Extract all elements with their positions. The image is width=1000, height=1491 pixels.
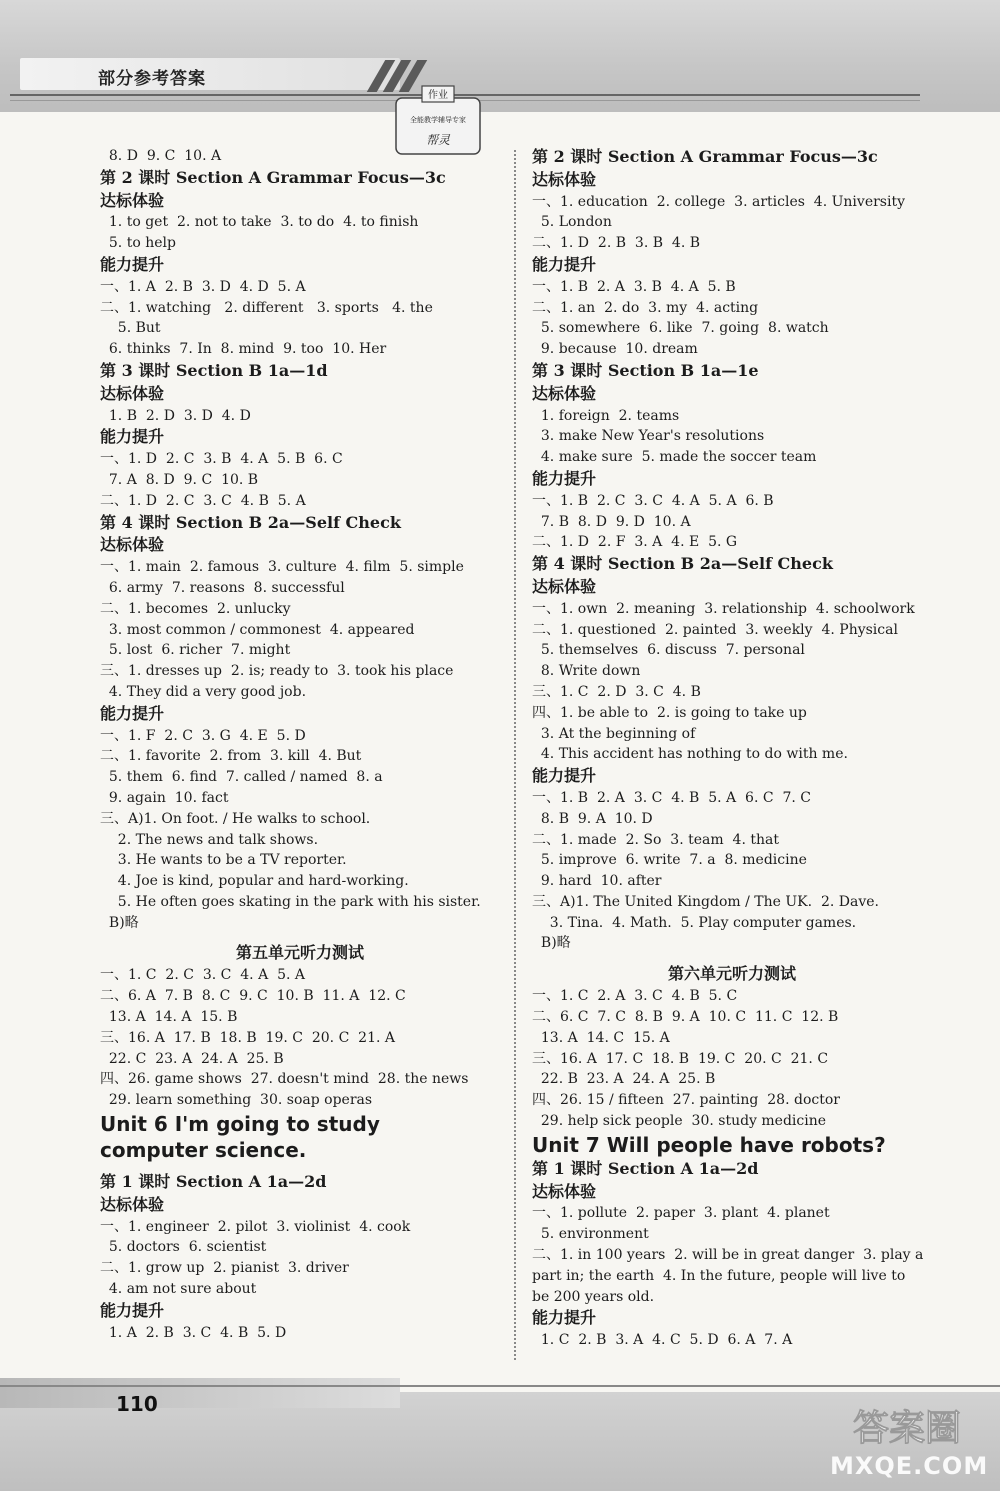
answer-line: 4. make sure 5. made the soccer team — [532, 449, 817, 466]
lesson-heading: 第 3 课时 Section B 1a—1e — [532, 360, 759, 380]
answer-line: 1. C 2. B 3. A 4. C 5. D 6. A 7. A — [532, 1332, 793, 1349]
stamp-middle-text: 全能教学辅导专家 — [410, 116, 466, 124]
answer-line: 7. A 8. D 9. C 10. B — [100, 471, 259, 488]
answer-line: 9. again 10. fact — [100, 789, 229, 806]
section-heading: 能力提升 — [532, 254, 597, 274]
answer-line: 三、16. A 17. C 18. B 19. C 20. C 21. C — [532, 1050, 829, 1067]
answer-line: B)略 — [532, 935, 571, 952]
answer-line: part in; the earth 4. In the future, people will live to — [532, 1267, 906, 1284]
answer-line: 四、26. game shows 27. doesn't mind 28. the news — [100, 1071, 469, 1088]
answer-line: 6. thinks 7. In 8. mind 9. too 10. Her — [100, 341, 387, 358]
lesson-heading: 第 1 课时 Section A 1a—2d — [100, 1172, 327, 1192]
stamp-top-text: 作业 — [428, 90, 448, 101]
section-heading: 达标体验 — [532, 576, 597, 596]
answer-line: 二、1. watching 2. different 3. sports 4. the — [100, 299, 433, 316]
answer-line: 二、1. D 2. C 3. C 4. B 5. A — [100, 492, 306, 509]
answer-line: 5. But — [100, 320, 161, 337]
answer-line: 一、1. C 2. C 3. C 4. A 5. A — [100, 967, 305, 984]
section-heading: 达标体验 — [532, 169, 597, 189]
answer-line: 5. He often goes skating in the park with his sister. — [100, 893, 481, 910]
answer-line: 一、1. B 2. C 3. C 4. A 5. A 6. B — [532, 492, 774, 509]
answer-line: 4. am not sure about — [100, 1281, 257, 1298]
answer-line: 6. army 7. reasons 8. successful — [100, 579, 345, 596]
answer-line: 三、16. A 17. B 18. B 19. C 20. C 21. A — [100, 1029, 396, 1046]
answer-line: 5. lost 6. richer 7. might — [100, 642, 291, 659]
answer-line: 5. environment — [532, 1226, 649, 1243]
spacer — [100, 933, 500, 941]
answer-line: 5. doctors 6. scientist — [100, 1239, 267, 1256]
section-heading: 能力提升 — [532, 468, 597, 488]
section-heading: 达标体验 — [532, 1181, 597, 1201]
answer-line: 4. This accident has nothing to do with me. — [532, 746, 848, 763]
answer-line: 4. Joe is kind, popular and hard-working. — [100, 873, 409, 890]
answer-line: 二、1. favorite 2. from 3. kill 4. But — [100, 748, 362, 765]
unit-heading: Unit 7 Will people have robots? — [532, 1132, 886, 1157]
answer-line: 一、1. pollute 2. paper 3. plant 4. planet — [532, 1205, 830, 1222]
lesson-heading: 第 2 课时 Section A Grammar Focus—3c — [100, 167, 446, 187]
answer-line: 二、6. A 7. B 8. C 9. C 10. B 11. A 12. C — [100, 988, 406, 1005]
spacer — [532, 954, 932, 962]
right-answer-column — [532, 146, 932, 1351]
answer-line: 8. D 9. C 10. A — [100, 148, 222, 164]
section-heading: 达标体验 — [100, 1194, 165, 1214]
section-heading: 能力提升 — [100, 427, 165, 447]
lesson-heading: 第 4 课时 Section B 2a—Self Check — [100, 512, 401, 532]
answer-line: 2. The news and talk shows. — [100, 831, 319, 848]
answer-line: 四、1. be able to 2. is going to take up — [532, 704, 807, 721]
lesson-heading: 第 3 课时 Section B 1a—1d — [100, 360, 328, 380]
answer-line: 二、1. an 2. do 3. my 4. acting — [532, 299, 759, 316]
header-title: 部分参考答案 — [98, 69, 206, 89]
answer-line: 三、1. C 2. D 3. C 4. B — [532, 683, 701, 700]
answer-line: 7. B 8. D 9. D 10. A — [532, 513, 691, 530]
section-heading: 达标体验 — [100, 383, 165, 403]
section-heading: 达标体验 — [100, 190, 165, 210]
watermark-logo-text: 答案圈 — [852, 1408, 962, 1449]
answer-line: 二、1. D 2. B 3. B 4. B — [532, 235, 701, 252]
answer-line: 一、1. C 2. A 3. C 4. B 5. C — [532, 988, 738, 1005]
answer-line: 29. help sick people 30. study medicine — [532, 1113, 827, 1130]
answer-line: 一、1. education 2. college 3. articles 4. University — [532, 193, 905, 210]
answer-line: 5. them 6. find 7. called / named 8. a — [100, 769, 383, 786]
answer-line: B)略 — [100, 914, 139, 931]
header-banner — [0, 0, 1000, 112]
answer-line: 8. B 9. A 10. D — [532, 810, 653, 827]
answer-line: 8. Write down — [532, 663, 641, 680]
answer-line: 1. to get 2. not to take 3. to do 4. to finish — [100, 214, 419, 231]
answer-line: 二、1. in 100 years 2. will be in great danger 3. play a — [532, 1247, 924, 1264]
answer-line: 3. most common / commonest 4. appeared — [100, 621, 415, 638]
lesson-heading: 第 2 课时 Section A Grammar Focus—3c — [532, 147, 878, 166]
answer-line: 一、1. D 2. C 3. B 4. A 5. B 6. C — [100, 451, 343, 468]
answer-line: 5. improve 6. write 7. a 8. medicine — [532, 852, 807, 869]
answer-line: 一、1. F 2. C 3. G 4. E 5. D — [100, 727, 306, 744]
answer-line: 一、1. B 2. A 3. C 4. B 5. A 6. C 7. C — [532, 789, 811, 806]
column-divider — [514, 150, 516, 1360]
answer-line: 3. Tina. 4. Math. 5. Play computer games. — [532, 914, 857, 931]
footer-rule — [0, 1385, 1000, 1387]
section-heading: 能力提升 — [100, 1300, 165, 1320]
answer-line: 三、A)1. The United Kingdom / The UK. 2. Dave. — [532, 893, 880, 910]
watermark-site: MXQE.COM — [830, 1452, 989, 1480]
answer-line: 一、1. A 2. B 3. D 4. D 5. A — [100, 278, 306, 295]
answer-line: 一、1. B 2. A 3. B 4. A 5. B — [532, 278, 736, 295]
answer-line: 4. They did a very good job. — [100, 683, 307, 700]
section-heading: 达标体验 — [532, 383, 597, 403]
header-title-plate — [20, 58, 400, 90]
answer-line: 一、1. engineer 2. pilot 3. violinist 4. cook — [100, 1218, 411, 1235]
answer-line: 13. A 14. A 15. B — [100, 1009, 238, 1026]
answer-line: 5. to help — [100, 235, 176, 252]
left-answer-column — [100, 146, 500, 1343]
answer-line: 5. London — [532, 214, 612, 231]
answer-line: be 200 years old. — [532, 1288, 655, 1305]
section-heading: 能力提升 — [100, 703, 165, 723]
footer-accent-bar — [0, 1378, 400, 1408]
stamp-bottom-text: 帮灵 — [425, 133, 451, 147]
answer-line: 22. B 23. A 24. A 25. B — [532, 1071, 716, 1088]
answer-line: 四、26. 15 / fifteen 27. painting 28. doctor — [532, 1092, 840, 1109]
answer-line: 1. B 2. D 3. D 4. D — [100, 407, 251, 424]
unit-heading: Unit 6 I'm going to study — [100, 1112, 380, 1137]
answer-line: 29. learn something 30. soap operas — [100, 1092, 373, 1109]
answer-line: 5. themselves 6. discuss 7. personal — [532, 642, 805, 659]
test-title: 第五单元听力测试 — [235, 943, 364, 963]
lesson-heading: 第 1 课时 Section A 1a—2d — [532, 1158, 759, 1178]
answer-line: 5. somewhere 6. like 7. going 8. watch — [532, 320, 829, 337]
answer-line: 三、1. dresses up 2. is; ready to 3. took his place — [100, 663, 454, 680]
section-heading: 达标体验 — [100, 535, 165, 555]
answer-line: 1. A 2. B 3. C 4. B 5. D — [100, 1324, 287, 1341]
answer-line: 9. because 10. dream — [532, 341, 698, 358]
answer-line: 二、1. made 2. So 3. team 4. that — [532, 831, 779, 848]
answer-line: 三、A)1. On foot. / He walks to school. — [100, 810, 371, 827]
section-heading: 能力提升 — [100, 254, 165, 274]
spacer — [100, 1163, 500, 1171]
answer-line: 13. A 14. C 15. A — [532, 1029, 670, 1046]
page-number: 110 — [116, 1392, 158, 1416]
section-heading: 能力提升 — [532, 766, 597, 786]
answer-line: 1. foreign 2. teams — [532, 407, 680, 424]
answer-line: 3. He wants to be a TV reporter. — [100, 852, 347, 869]
answer-line: 二、1. questioned 2. painted 3. weekly 4. Physical — [532, 621, 898, 638]
lesson-heading: 第 4 课时 Section B 2a—Self Check — [532, 554, 833, 574]
answer-line: 9. hard 10. after — [532, 873, 662, 890]
section-heading: 能力提升 — [532, 1308, 597, 1328]
answer-line: 二、1. becomes 2. unlucky — [100, 600, 291, 617]
answer-line: 一、1. own 2. meaning 3. relationship 4. schoolwork — [532, 600, 915, 617]
answer-line: 3. make New Year's resolutions — [532, 428, 765, 445]
test-title: 第六单元听力测试 — [667, 964, 796, 984]
answer-line: 22. C 23. A 24. A 25. B — [100, 1050, 284, 1067]
answer-line: 一、1. main 2. famous 3. culture 4. film 5. simple — [100, 559, 464, 576]
answer-line: 二、6. C 7. C 8. B 9. A 10. C 11. C 12. B — [532, 1009, 839, 1026]
answer-line: 二、1. D 2. F 3. A 4. E 5. G — [532, 534, 738, 551]
unit-heading: computer science. — [100, 1138, 307, 1163]
answer-line: 二、1. grow up 2. pianist 3. driver — [100, 1260, 349, 1277]
answer-line: 3. At the beginning of — [532, 725, 696, 742]
